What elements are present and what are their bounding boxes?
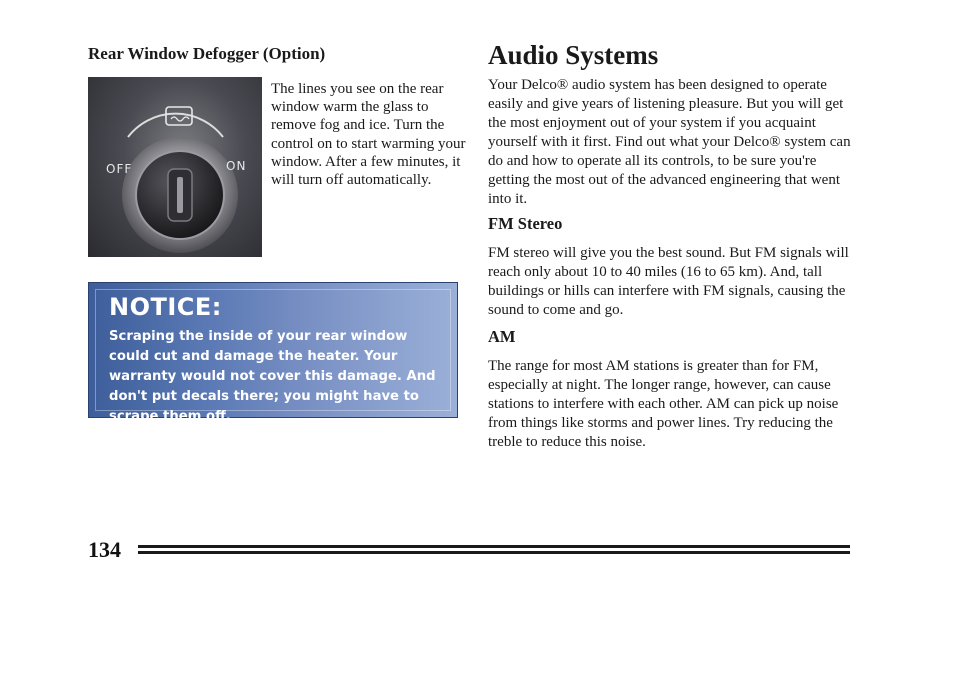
left-section-heading: Rear Window Defogger (Option) bbox=[88, 44, 326, 63]
footer-rule-bottom bbox=[138, 551, 850, 554]
am-paragraph: The range for most AM stations is greater than for FM, especially at night. The longer range, however, can cause stations to interfere with each other. AM can pick up noise from things like storms and power lines. Try reducing the treble to reduce this noise. bbox=[488, 358, 839, 450]
footer-rule-top bbox=[138, 545, 850, 548]
defogger-description: The lines you see on the rear window warm the glass to remove fog and ice. Turn the control on to start warming your window. After a few minutes, it will turn off automatically. bbox=[271, 81, 466, 189]
rear-defrost-icon bbox=[166, 107, 192, 125]
audio-intro-paragraph: Your Delco® audio system has been designed to operate easily and give years of listening pleasure. But you will get the most enjoyment out of your system if you acquaint yourself with it first. Find out what your Delco® system can do and how to operate all its controls, to be sure you're getting the most out of the advanced engineering that went into it. bbox=[488, 77, 851, 207]
am-heading: AM bbox=[488, 327, 516, 346]
notice-title: NOTICE: bbox=[109, 293, 222, 321]
audio-systems-heading: Audio Systems bbox=[488, 40, 659, 70]
page-number: 134 bbox=[88, 537, 121, 562]
off-label: OFF bbox=[106, 162, 133, 176]
fm-stereo-paragraph: FM stereo will give you the best sound. But FM signals will reach only about 10 to 40 miles (16 to 65 km). And, tall buildings or hills can interfere with FM signals, causing the sound to come and go. bbox=[488, 245, 849, 318]
defogger-control-photo bbox=[88, 77, 262, 257]
fm-stereo-heading: FM Stereo bbox=[488, 214, 563, 233]
on-label: ON bbox=[226, 159, 247, 173]
notice-box bbox=[88, 282, 458, 424]
notice-body: Scraping the inside of your rear window could cut and damage the heater. Your warranty would not cover this damage. And don't put decals there; you might have to scrape them off. bbox=[109, 329, 436, 424]
